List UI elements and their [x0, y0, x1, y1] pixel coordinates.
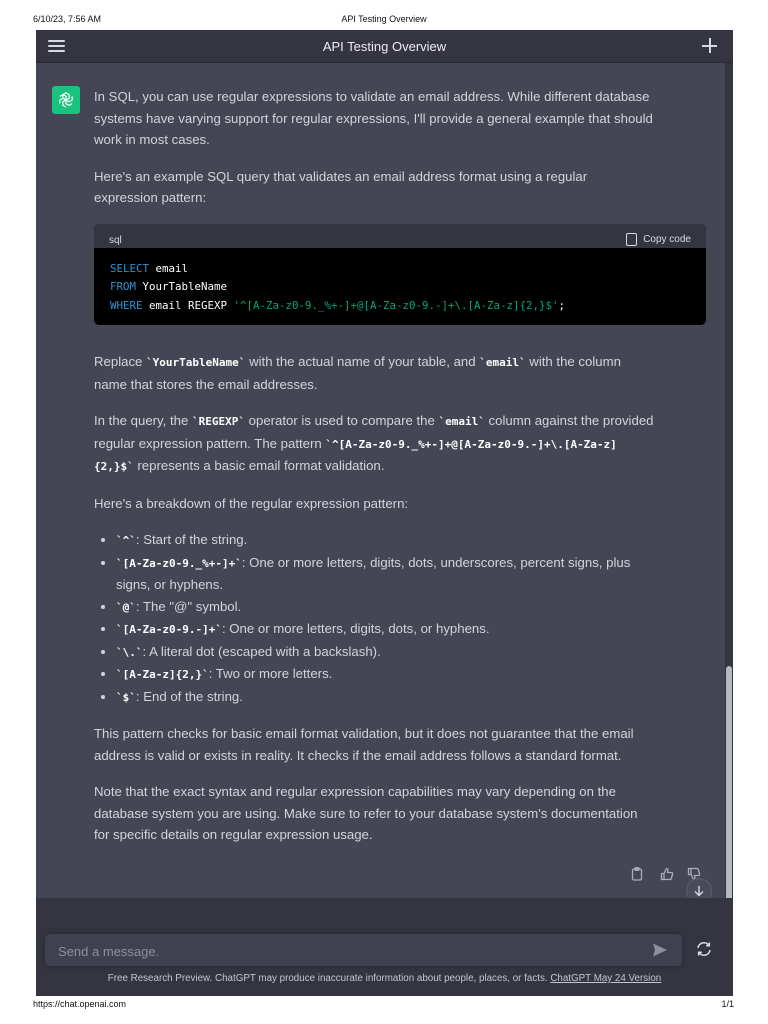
text-run: Replace [94, 354, 147, 369]
copy-code-label: Copy code [643, 233, 691, 245]
breakdown-intro: Here's a breakdown of the regular expression pattern: [94, 495, 409, 511]
conversation-title: API Testing Overview [322, 39, 447, 54]
list-item [116, 618, 654, 641]
replace-paragraph [94, 351, 654, 395]
list-item-text: : The "@" symbol. [135, 598, 242, 614]
code-keyword: WHERE [110, 298, 143, 312]
code-text [94, 248, 706, 326]
text-run: with the column name that stores the email addresses. [94, 354, 621, 392]
openai-logo-icon [52, 86, 80, 114]
text-run: with the actual name of your table, and [245, 354, 480, 369]
list-item-text: : End of the string. [135, 688, 243, 704]
query-paragraph [94, 410, 654, 478]
list-item [116, 552, 654, 596]
scrollbar[interactable] [725, 63, 733, 963]
example-intro-paragraph: Here's an example SQL query that validates an email address format using a regular expression pattern: [94, 168, 588, 205]
code-token: YourTableName [136, 280, 228, 293]
text-run: represents a basic email format validation. [133, 458, 385, 473]
disclaimer-text: Free Research Preview. ChatGPT may produce inaccurate information about people, places, or facts. [107, 973, 551, 984]
print-url: https://chat.openai.com [33, 999, 127, 1009]
inline-code: `^` [116, 534, 136, 547]
list-item [116, 686, 654, 709]
chat-app [36, 30, 733, 996]
code-token: ; [558, 298, 566, 312]
code-string: '^[A-Za-z0-9._%+-]+@[A-Za-z0-9.-]+\.[A-Za-z]{2,}$' [233, 298, 559, 312]
list-item-text: : Start of the string. [135, 532, 248, 547]
inline-code: `email` [438, 415, 485, 428]
inline-code: `YourTableName` [146, 356, 246, 369]
list-item [116, 663, 654, 686]
clipboard-icon [626, 233, 637, 246]
inline-code: `@` [116, 600, 136, 614]
list-item-text: : Two or more letters. [208, 666, 333, 681]
print-header [0, 0, 768, 30]
list-item-text: : A literal dot (escaped with a backslash). [142, 643, 381, 659]
code-token: email REGEXP [142, 298, 234, 312]
syntax-note-paragraph: Note that the exact syntax and regular expression capabilities may vary depending on the database system you are using. Make sure to refer to your database system's documentation for specific details on regular expression usage. [94, 784, 638, 842]
intro-paragraph: In SQL, you can use regular expressions to validate an email address. While different database systems have varying support for regular expressions, I'll provide a general example that should work in most cases. [94, 89, 653, 147]
list-item-text: : One or more letters, digits, dots, or hyphens. [221, 621, 490, 636]
code-keyword: FROM [110, 280, 137, 293]
code-block [94, 224, 706, 326]
text-run: operator is used to compare the [244, 413, 439, 428]
code-keyword: SELECT [110, 261, 150, 275]
refresh-icon[interactable] [695, 940, 715, 960]
pattern-note-paragraph: This pattern checks for basic email format validation, but it does not guarantee that the email address is valid or exists in reality. It checks if the email address follows a standard format. [94, 726, 634, 763]
disclaimer [36, 973, 733, 984]
print-page-title: API Testing Overview [341, 14, 427, 24]
clipboard-icon[interactable] [630, 867, 644, 881]
inline-code: `email` [479, 356, 526, 369]
inline-code: `^[A-Za-z0-9._%+-]+@[A-Za-z0-9.-]+\.[A-Za-z]{2,}$` [94, 437, 617, 473]
inline-code: `$` [116, 690, 136, 704]
list-item-text: : One or more letters, digits, dots, underscores, percent signs, plus signs, or hyphens. [116, 554, 631, 592]
print-footer [0, 996, 768, 1016]
list-item [116, 641, 654, 664]
inline-code: `\.` [116, 645, 143, 659]
top-bar [36, 30, 733, 63]
assistant-message [36, 63, 726, 898]
message-input[interactable] [56, 940, 640, 962]
print-page-count: 1/1 [721, 999, 734, 1009]
text-run: In the query, the [94, 413, 192, 428]
composer-area [36, 898, 733, 996]
paper-plane-icon[interactable] [652, 942, 668, 958]
print-datetime: 6/10/23, 7:56 AM [33, 14, 102, 24]
message-content [94, 86, 691, 861]
code-language-label: sql [109, 234, 122, 246]
list-item [116, 529, 654, 552]
code-block-header [94, 224, 706, 248]
code-token: email [149, 261, 189, 275]
message-input-box [45, 934, 682, 966]
list-item [116, 596, 654, 619]
thumbs-up-icon[interactable] [660, 867, 674, 881]
inline-code: `[A-Za-z]{2,}` [116, 668, 209, 681]
copy-code-button[interactable] [626, 229, 691, 251]
plus-icon[interactable] [701, 37, 719, 55]
inline-code: `[A-Za-z0-9._%+-]+` [116, 556, 242, 570]
inline-code: `REGEXP` [192, 415, 245, 428]
version-link[interactable]: ChatGPT May 24 Version [550, 973, 662, 984]
inline-code: `[A-Za-z0-9.-]+` [116, 623, 222, 636]
pattern-breakdown-list [94, 529, 654, 708]
text-run: column against the provided regular expression pattern. The pattern [94, 413, 654, 451]
